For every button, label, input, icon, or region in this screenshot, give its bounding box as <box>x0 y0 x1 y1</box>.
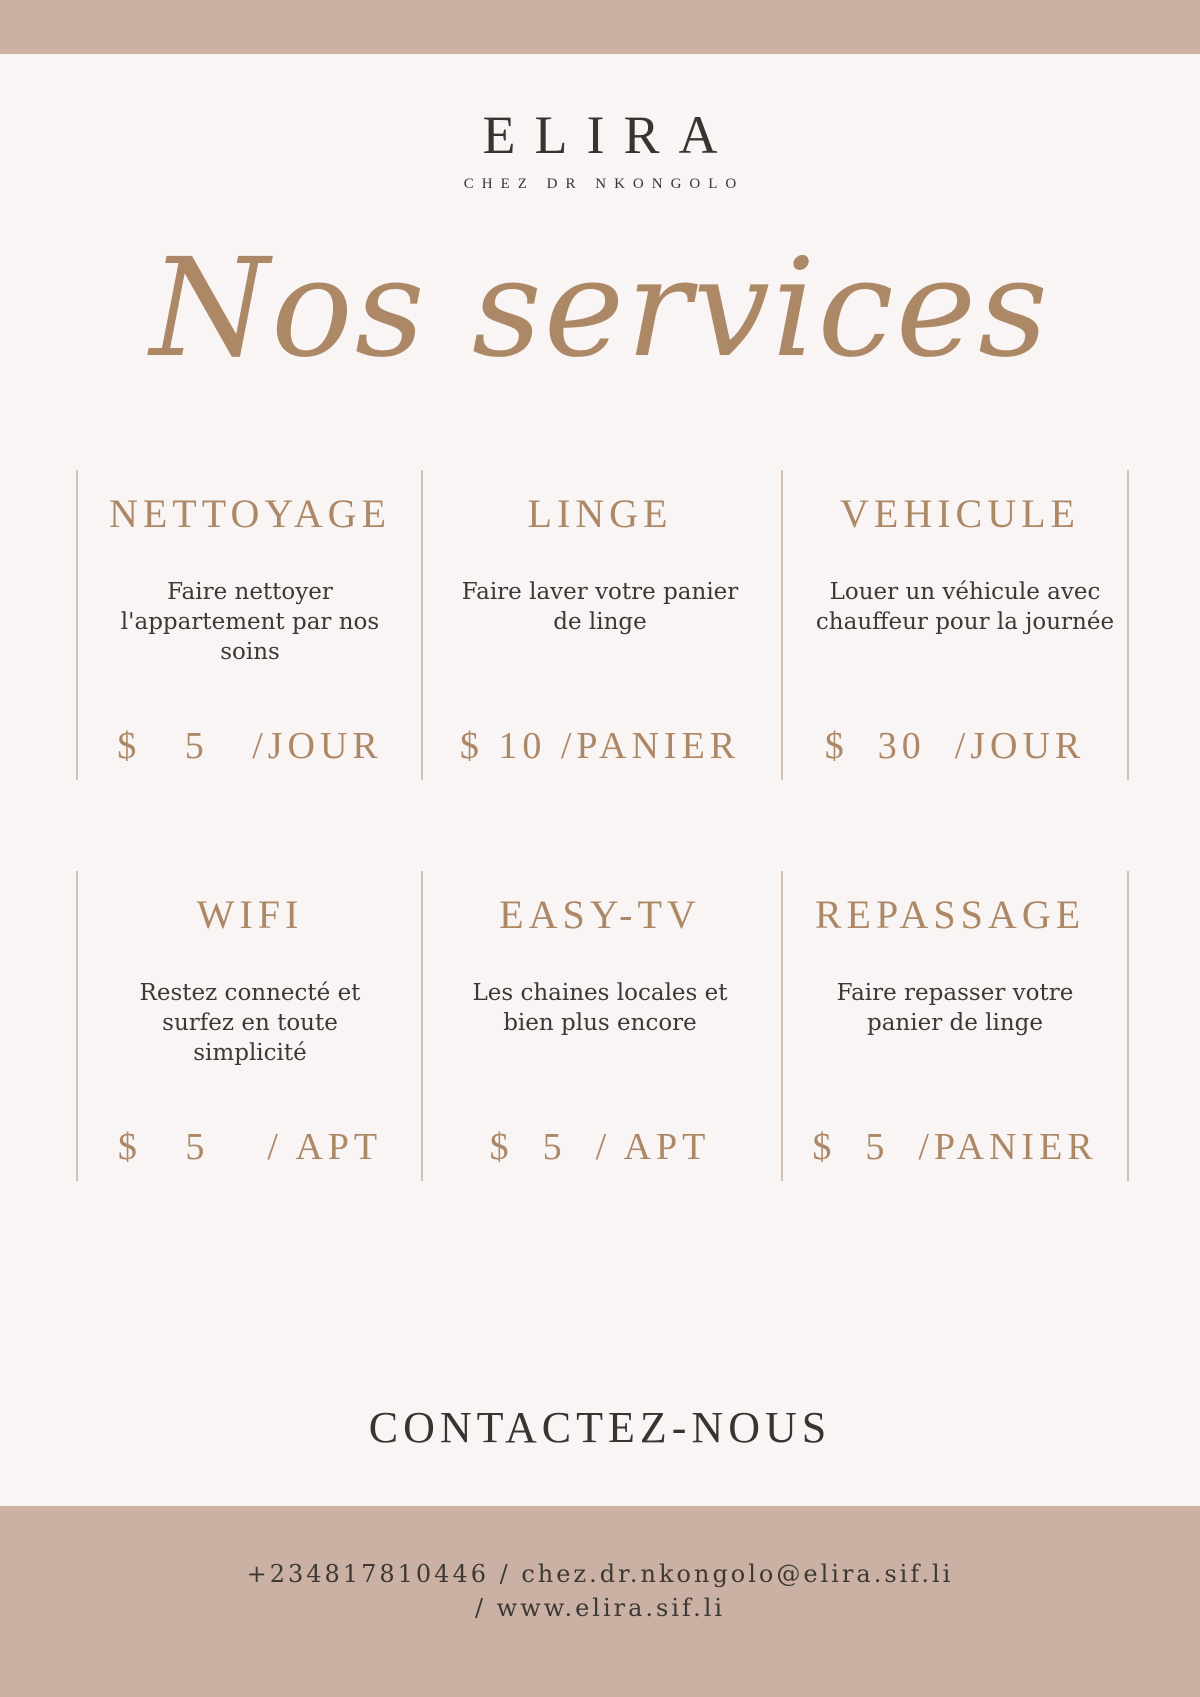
service-price: $ 10 /PANIER <box>459 725 741 767</box>
contact-phone-email: +234817810446 / chez.dr.nkongolo@elira.sif.li <box>246 1560 954 1588</box>
service-title: REPASSAGE <box>814 892 1086 937</box>
service-price: $ 5 / APT <box>489 1126 711 1168</box>
divider <box>76 470 78 780</box>
divider <box>76 871 78 1181</box>
brand-name: ELIRA <box>482 105 737 165</box>
service-title: LINGE <box>527 491 673 536</box>
contact-website: / www.elira.sif.li <box>474 1594 726 1622</box>
divider <box>1127 470 1129 780</box>
service-description: Faire repasser votre panier de linge <box>836 980 1074 1036</box>
top-band <box>0 0 1200 54</box>
service-description: Restez connecté et surfez en toute simplicité <box>139 980 361 1066</box>
service-price: $ 5 /JOUR <box>117 725 383 767</box>
divider <box>781 871 783 1181</box>
service-title: EASY-TV <box>499 892 701 937</box>
divider <box>421 871 423 1181</box>
service-title: WIFI <box>196 892 304 937</box>
brand-subtitle: CHEZ DR NKONGOLO <box>463 176 745 192</box>
divider <box>1127 871 1129 1181</box>
divider <box>781 470 783 780</box>
service-description: Faire nettoyer l'appartement par nos soins <box>120 579 380 665</box>
service-price: $ 5 / APT <box>117 1126 383 1168</box>
service-description: Les chaines locales et bien plus encore <box>472 980 728 1036</box>
services-heading-text: Nos services <box>150 230 1050 388</box>
service-price: $ 5 /PANIER <box>812 1126 1098 1168</box>
service-title: VEHICULE <box>840 491 1080 536</box>
divider <box>421 470 423 780</box>
service-description: Louer un véhicule avec chauffeur pour la journée <box>815 579 1115 635</box>
service-price: $ 30 /JOUR <box>824 725 1086 767</box>
contact-heading: CONTACTEZ-NOUS <box>368 1403 832 1452</box>
service-title: NETTOYAGE <box>108 491 391 536</box>
service-description: Faire laver votre panier de linge <box>461 579 739 635</box>
services-heading <box>0 205 1200 455</box>
